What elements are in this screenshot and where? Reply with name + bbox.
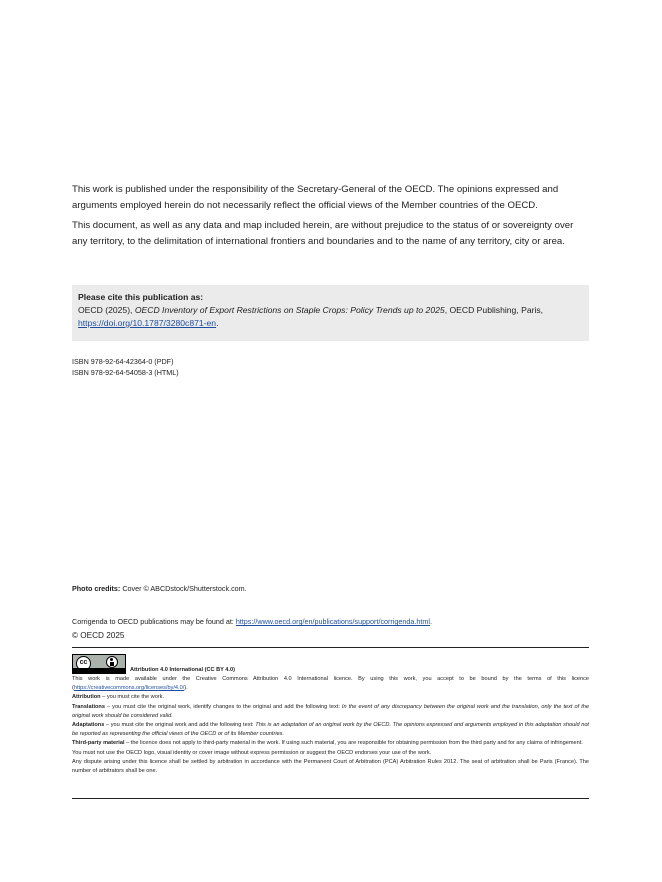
licence-intro-end: ). [184, 685, 188, 692]
photo-credits [72, 584, 247, 593]
cc-license-label: Attribution 4.0 International (CC BY 4.0) [130, 667, 235, 673]
divider-top [72, 647, 589, 648]
cc-icon: cc [76, 656, 91, 671]
translations-italic: In the event of any discrepancy between the original work and the translation, only the text of the original work should be considered valid. [72, 703, 589, 719]
citation-box [72, 285, 589, 341]
corrigenda-end: . [429, 617, 432, 626]
translations-text: – you must cite the original work, identify changes to the original and add the following text: [104, 703, 342, 710]
licence-intro [72, 675, 589, 693]
licence-third-party [72, 739, 589, 748]
photo-credits-text: Cover © ABCDstock/Shutterstock.com. [120, 584, 247, 593]
third-party-label: Third-party material [72, 740, 125, 747]
citation-prefix: OECD (2025), [78, 305, 135, 315]
disclaimer [72, 182, 589, 249]
corrigenda [72, 617, 432, 626]
attribution-text: – you must cite the work. [100, 694, 165, 701]
citation-doi-link[interactable]: https://doi.org/10.1787/3280c871-en [78, 318, 217, 328]
third-party-text: – the licence does not apply to third-party material in the work. If using such material, you are responsible for obtaining permission from the third party and for any claims of infringement. [124, 740, 583, 747]
licence-intro-text: This work is made available under the Creative Commons Attribution 4.0 International licence. By using this work, you accept to be bound by the terms of this licence ( [72, 676, 589, 692]
isbn-block [72, 356, 179, 378]
cc-by-badge-icon [72, 654, 126, 674]
divider-bottom [72, 798, 589, 799]
corrigenda-link[interactable]: https://www.oecd.org/en/publications/support/corrigenda.html [235, 617, 430, 626]
photo-credits-label: Photo credits: [72, 584, 121, 593]
isbn-pdf: ISBN 978-92-64-42364-0 (PDF) [72, 357, 174, 366]
adaptations-text: – you must cite the original work and add the following text: [104, 722, 256, 729]
attribution-label: Attribution [72, 694, 101, 701]
translations-label: Translations [72, 703, 105, 710]
citation-text [78, 304, 583, 330]
citation-end: . [216, 318, 219, 328]
adaptations-label: Adaptations [72, 722, 105, 729]
citation-title: OECD Inventory of Export Restrictions on Staple Crops: Policy Trends up to 2025 [134, 305, 445, 315]
badge-strip [73, 668, 125, 673]
disclaimer-paragraph-2: This document, as well as any data and map included herein, are without prejudice to the status of or sovereignty over any territory, to the delimitation of international frontiers and boundaries and to the name of any territory, city or area. [72, 220, 574, 247]
citation-heading: Please cite this publication as: [78, 292, 204, 302]
licence-translations [72, 703, 589, 721]
adaptations-italic: This is an adaptation of an original work by the OECD. The opinions expressed and arguments employed in this adaptation should not be reported as representing the official views of the OECD or of its Member countries. [72, 722, 589, 738]
corrigenda-text: Corrigenda to OECD publications may be found at: [72, 617, 236, 626]
licence-dispute: Any dispute arising under this licence shall be settled by arbitration in accordance with the Permanent Court of Arbitration (PCA) Arbitration Rules 2012. The seat of arbitration shall be Paris (France). The number of arbitrators shall be one. [72, 758, 589, 775]
cc-license-row [72, 654, 589, 674]
attribution-person-icon [106, 656, 118, 668]
licence-logo: You must not use the OECD logo, visual identity or cover image without express permission or suggest the OECD endorses your use of the work. [72, 749, 432, 756]
copyright: © OECD 2025 [72, 631, 125, 640]
disclaimer-paragraph-1: This work is published under the responsibility of the Secretary-General of the OECD. The opinions expressed and arguments employed herein do not necessarily reflect the official views of the Member countries of the OECD. [72, 184, 559, 211]
isbn-html: ISBN 978-92-64-54058-3 (HTML) [72, 368, 179, 377]
licence-adaptations [72, 721, 589, 739]
licence-block [72, 654, 589, 776]
citation-suffix: , OECD Publishing, Paris, [444, 305, 544, 315]
licence-attribution [72, 693, 589, 702]
licence-url-link[interactable]: https://creativecommons.org/licenses/by/4.0/ [73, 685, 185, 692]
